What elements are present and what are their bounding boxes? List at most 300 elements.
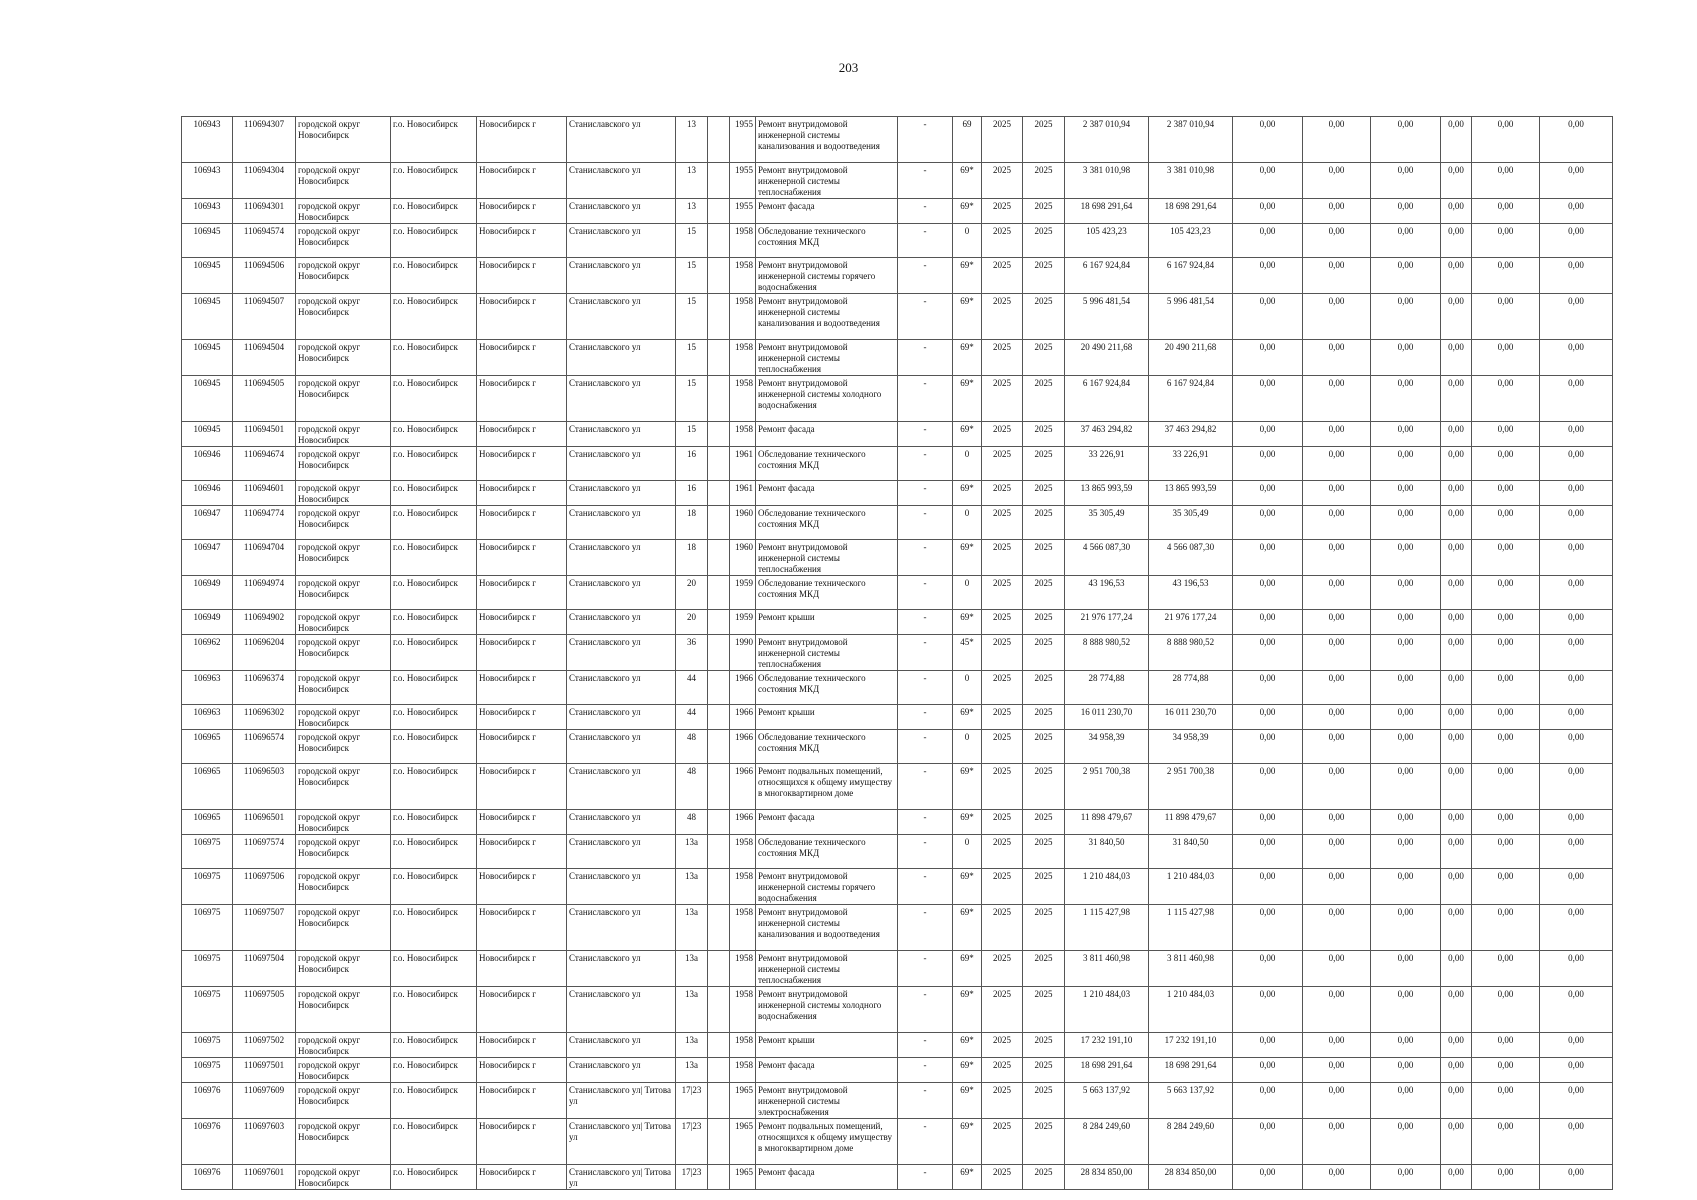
zero-2: 0,00: [1303, 576, 1371, 610]
zero-5: 0,00: [1472, 258, 1540, 294]
wear-percent: 0: [953, 835, 982, 869]
zero-4: 0,00: [1441, 506, 1472, 540]
work-code: 110697505: [233, 987, 296, 1033]
record-id: 106975: [182, 1033, 233, 1058]
plan-year-end: 2025: [1023, 481, 1065, 506]
zero-2: 0,00: [1303, 422, 1371, 447]
table-row: [182, 764, 1613, 810]
table-row: [182, 481, 1613, 506]
dash-cell: -: [898, 835, 953, 869]
work-code: 110694506: [233, 258, 296, 294]
zero-1: 0,00: [1233, 163, 1303, 199]
zero-3: 0,00: [1371, 705, 1441, 730]
table-row: [182, 951, 1613, 987]
fund-cost: 34 958,39: [1149, 730, 1233, 764]
house-letter: [708, 1083, 730, 1119]
zero-3: 0,00: [1371, 224, 1441, 258]
zero-6: 0,00: [1540, 764, 1613, 810]
zero-5: 0,00: [1472, 1058, 1540, 1083]
dash-cell: -: [898, 117, 953, 163]
fund-cost: 11 898 479,67: [1149, 810, 1233, 835]
street-name: Станиславского ул: [567, 1058, 676, 1083]
house-letter: [708, 610, 730, 635]
plan-year-start: 2025: [982, 481, 1023, 506]
plan-year-end: 2025: [1023, 1033, 1065, 1058]
street-name: Станиславского ул| Титова ул: [567, 1165, 676, 1190]
fund-cost: 18 698 291,64: [1149, 1058, 1233, 1083]
zero-6: 0,00: [1540, 163, 1613, 199]
zero-3: 0,00: [1371, 1033, 1441, 1058]
city-district: г.о. Новосибирск: [391, 730, 477, 764]
municipal-district: городской округ Новосибирск: [296, 635, 391, 671]
wear-percent: 45*: [953, 635, 982, 671]
street-name: Станиславского ул: [567, 635, 676, 671]
settlement: Новосибирск г: [477, 1083, 567, 1119]
house-letter: [708, 481, 730, 506]
municipal-district: городской округ Новосибирск: [296, 163, 391, 199]
wear-percent: 69*: [953, 1058, 982, 1083]
total-cost: 6 167 924,84: [1065, 258, 1149, 294]
record-id: 106947: [182, 540, 233, 576]
plan-year-end: 2025: [1023, 294, 1065, 340]
plan-year-start: 2025: [982, 610, 1023, 635]
municipal-district: городской округ Новосибирск: [296, 835, 391, 869]
total-cost: 17 232 191,10: [1065, 1033, 1149, 1058]
zero-6: 0,00: [1540, 1033, 1613, 1058]
street-name: Станиславского ул: [567, 163, 676, 199]
zero-6: 0,00: [1540, 1119, 1613, 1165]
house-number: 15: [676, 422, 708, 447]
settlement: Новосибирск г: [477, 905, 567, 951]
zero-5: 0,00: [1472, 340, 1540, 376]
total-cost: 43 196,53: [1065, 576, 1149, 610]
fund-cost: 1 115 427,98: [1149, 905, 1233, 951]
work-type: Обследование технического состояния МКД: [756, 576, 898, 610]
zero-6: 0,00: [1540, 905, 1613, 951]
zero-2: 0,00: [1303, 258, 1371, 294]
zero-2: 0,00: [1303, 506, 1371, 540]
zero-5: 0,00: [1472, 422, 1540, 447]
zero-5: 0,00: [1472, 635, 1540, 671]
total-cost: 1 210 484,03: [1065, 869, 1149, 905]
table-row: [182, 447, 1613, 481]
fund-cost: 28 774,88: [1149, 671, 1233, 705]
record-id: 106949: [182, 576, 233, 610]
zero-3: 0,00: [1371, 810, 1441, 835]
house-number: 13а: [676, 905, 708, 951]
dash-cell: -: [898, 671, 953, 705]
municipal-district: городской округ Новосибирск: [296, 671, 391, 705]
build-year: 1958: [730, 835, 756, 869]
total-cost: 35 305,49: [1065, 506, 1149, 540]
zero-6: 0,00: [1540, 810, 1613, 835]
street-name: Станиславского ул: [567, 422, 676, 447]
city-district: г.о. Новосибирск: [391, 764, 477, 810]
zero-1: 0,00: [1233, 1165, 1303, 1190]
zero-3: 0,00: [1371, 764, 1441, 810]
record-id: 106943: [182, 199, 233, 224]
street-name: Станиславского ул: [567, 610, 676, 635]
fund-cost: 3 811 460,98: [1149, 951, 1233, 987]
zero-6: 0,00: [1540, 610, 1613, 635]
dash-cell: -: [898, 987, 953, 1033]
zero-4: 0,00: [1441, 1033, 1472, 1058]
zero-6: 0,00: [1540, 506, 1613, 540]
house-letter: [708, 540, 730, 576]
zero-2: 0,00: [1303, 376, 1371, 422]
settlement: Новосибирск г: [477, 1058, 567, 1083]
zero-2: 0,00: [1303, 730, 1371, 764]
municipal-district: городской округ Новосибирск: [296, 376, 391, 422]
municipal-district: городской округ Новосибирск: [296, 340, 391, 376]
house-number: 20: [676, 576, 708, 610]
work-code: 110694674: [233, 447, 296, 481]
record-id: 106945: [182, 258, 233, 294]
settlement: Новосибирск г: [477, 1033, 567, 1058]
total-cost: 11 898 479,67: [1065, 810, 1149, 835]
work-code: 110697502: [233, 1033, 296, 1058]
zero-5: 0,00: [1472, 905, 1540, 951]
street-name: Станиславского ул: [567, 340, 676, 376]
house-number: 48: [676, 764, 708, 810]
zero-6: 0,00: [1540, 987, 1613, 1033]
house-number: 13: [676, 199, 708, 224]
zero-5: 0,00: [1472, 1165, 1540, 1190]
plan-year-end: 2025: [1023, 1083, 1065, 1119]
plan-year-end: 2025: [1023, 835, 1065, 869]
zero-6: 0,00: [1540, 951, 1613, 987]
street-name: Станиславского ул: [567, 987, 676, 1033]
fund-cost: 28 834 850,00: [1149, 1165, 1233, 1190]
fund-cost: 6 167 924,84: [1149, 258, 1233, 294]
zero-1: 0,00: [1233, 810, 1303, 835]
table-row: [182, 294, 1613, 340]
zero-3: 0,00: [1371, 1058, 1441, 1083]
wear-percent: 69*: [953, 1165, 982, 1190]
street-name: Станиславского ул: [567, 506, 676, 540]
house-number: 17|23: [676, 1083, 708, 1119]
build-year: 1966: [730, 764, 756, 810]
zero-2: 0,00: [1303, 1033, 1371, 1058]
zero-4: 0,00: [1441, 905, 1472, 951]
street-name: Станиславского ул: [567, 671, 676, 705]
zero-4: 0,00: [1441, 987, 1472, 1033]
settlement: Новосибирск г: [477, 1165, 567, 1190]
plan-year-start: 2025: [982, 506, 1023, 540]
record-id: 106962: [182, 635, 233, 671]
settlement: Новосибирск г: [477, 869, 567, 905]
table-row: [182, 705, 1613, 730]
zero-1: 0,00: [1233, 1058, 1303, 1083]
record-id: 106945: [182, 376, 233, 422]
total-cost: 4 566 087,30: [1065, 540, 1149, 576]
house-letter: [708, 705, 730, 730]
dash-cell: -: [898, 869, 953, 905]
work-type: Ремонт внутридомовой инженерной системы теплоснабжения: [756, 163, 898, 199]
zero-1: 0,00: [1233, 835, 1303, 869]
wear-percent: 69*: [953, 422, 982, 447]
record-id: 106976: [182, 1165, 233, 1190]
total-cost: 20 490 211,68: [1065, 340, 1149, 376]
zero-4: 0,00: [1441, 705, 1472, 730]
house-letter: [708, 258, 730, 294]
zero-5: 0,00: [1472, 835, 1540, 869]
work-type: Обследование технического состояния МКД: [756, 671, 898, 705]
fund-cost: 20 490 211,68: [1149, 340, 1233, 376]
fund-cost: 37 463 294,82: [1149, 422, 1233, 447]
table-row: [182, 224, 1613, 258]
dash-cell: -: [898, 1033, 953, 1058]
table-row: [182, 1083, 1613, 1119]
settlement: Новосибирск г: [477, 376, 567, 422]
record-id: 106946: [182, 481, 233, 506]
city-district: г.о. Новосибирск: [391, 540, 477, 576]
city-district: г.о. Новосибирск: [391, 835, 477, 869]
wear-percent: 0: [953, 671, 982, 705]
house-letter: [708, 1058, 730, 1083]
zero-6: 0,00: [1540, 294, 1613, 340]
zero-6: 0,00: [1540, 671, 1613, 705]
zero-3: 0,00: [1371, 199, 1441, 224]
record-id: 106975: [182, 869, 233, 905]
city-district: г.о. Новосибирск: [391, 869, 477, 905]
plan-year-end: 2025: [1023, 1165, 1065, 1190]
dash-cell: -: [898, 422, 953, 447]
zero-4: 0,00: [1441, 481, 1472, 506]
house-number: 13а: [676, 987, 708, 1033]
dash-cell: -: [898, 163, 953, 199]
plan-year-end: 2025: [1023, 951, 1065, 987]
zero-4: 0,00: [1441, 540, 1472, 576]
zero-4: 0,00: [1441, 610, 1472, 635]
work-type: Ремонт внутридомовой инженерной системы горячего водоснабжения: [756, 869, 898, 905]
plan-year-end: 2025: [1023, 671, 1065, 705]
house-number: 44: [676, 671, 708, 705]
total-cost: 13 865 993,59: [1065, 481, 1149, 506]
fund-cost: 2 951 700,38: [1149, 764, 1233, 810]
wear-percent: 69*: [953, 258, 982, 294]
settlement: Новосибирск г: [477, 951, 567, 987]
record-id: 106975: [182, 835, 233, 869]
zero-6: 0,00: [1540, 1058, 1613, 1083]
work-code: 110694974: [233, 576, 296, 610]
zero-3: 0,00: [1371, 163, 1441, 199]
zero-1: 0,00: [1233, 905, 1303, 951]
record-id: 106949: [182, 610, 233, 635]
total-cost: 18 698 291,64: [1065, 199, 1149, 224]
table-row: [182, 422, 1613, 447]
zero-2: 0,00: [1303, 869, 1371, 905]
municipal-district: городской округ Новосибирск: [296, 294, 391, 340]
zero-5: 0,00: [1472, 224, 1540, 258]
zero-2: 0,00: [1303, 705, 1371, 730]
zero-5: 0,00: [1472, 1033, 1540, 1058]
wear-percent: 0: [953, 730, 982, 764]
zero-6: 0,00: [1540, 447, 1613, 481]
plan-year-end: 2025: [1023, 610, 1065, 635]
total-cost: 3 381 010,98: [1065, 163, 1149, 199]
settlement: Новосибирск г: [477, 447, 567, 481]
total-cost: 34 958,39: [1065, 730, 1149, 764]
record-id: 106965: [182, 730, 233, 764]
zero-4: 0,00: [1441, 869, 1472, 905]
wear-percent: 69*: [953, 810, 982, 835]
settlement: Новосибирск г: [477, 540, 567, 576]
dash-cell: -: [898, 1058, 953, 1083]
municipal-district: городской округ Новосибирск: [296, 540, 391, 576]
zero-5: 0,00: [1472, 376, 1540, 422]
fund-cost: 18 698 291,64: [1149, 199, 1233, 224]
build-year: 1955: [730, 163, 756, 199]
work-code: 110696503: [233, 764, 296, 810]
house-letter: [708, 447, 730, 481]
dash-cell: -: [898, 610, 953, 635]
house-number: 16: [676, 481, 708, 506]
city-district: г.о. Новосибирск: [391, 294, 477, 340]
table-body: [182, 117, 1613, 1190]
zero-5: 0,00: [1472, 117, 1540, 163]
table-row: [182, 835, 1613, 869]
work-code: 110697506: [233, 869, 296, 905]
municipal-district: городской округ Новосибирск: [296, 764, 391, 810]
plan-year-start: 2025: [982, 199, 1023, 224]
settlement: Новосибирск г: [477, 163, 567, 199]
municipal-district: городской округ Новосибирск: [296, 258, 391, 294]
zero-2: 0,00: [1303, 294, 1371, 340]
zero-3: 0,00: [1371, 610, 1441, 635]
city-district: г.о. Новосибирск: [391, 576, 477, 610]
municipal-district: городской округ Новосибирск: [296, 199, 391, 224]
fund-cost: 3 381 010,98: [1149, 163, 1233, 199]
zero-1: 0,00: [1233, 340, 1303, 376]
zero-5: 0,00: [1472, 163, 1540, 199]
zero-2: 0,00: [1303, 1119, 1371, 1165]
city-district: г.о. Новосибирск: [391, 610, 477, 635]
zero-5: 0,00: [1472, 447, 1540, 481]
dash-cell: -: [898, 376, 953, 422]
plan-year-end: 2025: [1023, 506, 1065, 540]
wear-percent: 69*: [953, 869, 982, 905]
total-cost: 3 811 460,98: [1065, 951, 1149, 987]
table-row: [182, 1058, 1613, 1083]
plan-year-end: 2025: [1023, 810, 1065, 835]
municipal-district: городской округ Новосибирск: [296, 610, 391, 635]
zero-3: 0,00: [1371, 730, 1441, 764]
work-type: Ремонт внутридомовой инженерной системы теплоснабжения: [756, 635, 898, 671]
plan-year-end: 2025: [1023, 705, 1065, 730]
zero-4: 0,00: [1441, 117, 1472, 163]
zero-1: 0,00: [1233, 224, 1303, 258]
house-letter: [708, 224, 730, 258]
zero-1: 0,00: [1233, 869, 1303, 905]
house-number: 16: [676, 447, 708, 481]
fund-cost: 6 167 924,84: [1149, 376, 1233, 422]
house-number: 36: [676, 635, 708, 671]
record-id: 106976: [182, 1083, 233, 1119]
zero-2: 0,00: [1303, 1083, 1371, 1119]
zero-5: 0,00: [1472, 705, 1540, 730]
zero-1: 0,00: [1233, 610, 1303, 635]
settlement: Новосибирск г: [477, 199, 567, 224]
plan-year-end: 2025: [1023, 340, 1065, 376]
wear-percent: 69*: [953, 951, 982, 987]
city-district: г.о. Новосибирск: [391, 810, 477, 835]
table-row: [182, 258, 1613, 294]
city-district: г.о. Новосибирск: [391, 987, 477, 1033]
zero-3: 0,00: [1371, 987, 1441, 1033]
municipal-district: городской округ Новосибирск: [296, 810, 391, 835]
street-name: Станиславского ул: [567, 576, 676, 610]
house-letter: [708, 117, 730, 163]
dash-cell: -: [898, 1119, 953, 1165]
work-code: 110694304: [233, 163, 296, 199]
house-number: 20: [676, 610, 708, 635]
work-code: 110694307: [233, 117, 296, 163]
build-year: 1958: [730, 869, 756, 905]
repair-schedule-table: [181, 116, 1613, 1190]
total-cost: 33 226,91: [1065, 447, 1149, 481]
zero-3: 0,00: [1371, 340, 1441, 376]
fund-cost: 43 196,53: [1149, 576, 1233, 610]
house-letter: [708, 951, 730, 987]
house-letter: [708, 340, 730, 376]
street-name: Станиславского ул: [567, 764, 676, 810]
zero-4: 0,00: [1441, 224, 1472, 258]
fund-cost: 8 888 980,52: [1149, 635, 1233, 671]
work-type: Ремонт фасада: [756, 1058, 898, 1083]
zero-4: 0,00: [1441, 294, 1472, 340]
work-type: Ремонт внутридомовой инженерной системы теплоснабжения: [756, 951, 898, 987]
work-type: Ремонт крыши: [756, 705, 898, 730]
street-name: Станиславского ул: [567, 951, 676, 987]
municipal-district: городской округ Новосибирск: [296, 117, 391, 163]
zero-1: 0,00: [1233, 258, 1303, 294]
total-cost: 2 387 010,94: [1065, 117, 1149, 163]
municipal-district: городской округ Новосибирск: [296, 1033, 391, 1058]
plan-year-end: 2025: [1023, 1058, 1065, 1083]
zero-2: 0,00: [1303, 224, 1371, 258]
zero-4: 0,00: [1441, 835, 1472, 869]
zero-4: 0,00: [1441, 340, 1472, 376]
zero-2: 0,00: [1303, 951, 1371, 987]
build-year: 1965: [730, 1083, 756, 1119]
city-district: г.о. Новосибирск: [391, 117, 477, 163]
zero-2: 0,00: [1303, 671, 1371, 705]
house-number: 13а: [676, 1058, 708, 1083]
settlement: Новосибирск г: [477, 764, 567, 810]
fund-cost: 31 840,50: [1149, 835, 1233, 869]
fund-cost: 105 423,23: [1149, 224, 1233, 258]
table-row: [182, 1033, 1613, 1058]
zero-3: 0,00: [1371, 481, 1441, 506]
table-row: [182, 117, 1613, 163]
zero-2: 0,00: [1303, 905, 1371, 951]
street-name: Станиславского ул: [567, 376, 676, 422]
total-cost: 1 115 427,98: [1065, 905, 1149, 951]
settlement: Новосибирск г: [477, 117, 567, 163]
total-cost: 28 774,88: [1065, 671, 1149, 705]
zero-4: 0,00: [1441, 199, 1472, 224]
zero-3: 0,00: [1371, 447, 1441, 481]
zero-2: 0,00: [1303, 540, 1371, 576]
zero-5: 0,00: [1472, 199, 1540, 224]
street-name: Станиславского ул: [567, 199, 676, 224]
dash-cell: -: [898, 1083, 953, 1119]
city-district: г.о. Новосибирск: [391, 163, 477, 199]
zero-1: 0,00: [1233, 199, 1303, 224]
build-year: 1958: [730, 1033, 756, 1058]
dash-cell: -: [898, 764, 953, 810]
